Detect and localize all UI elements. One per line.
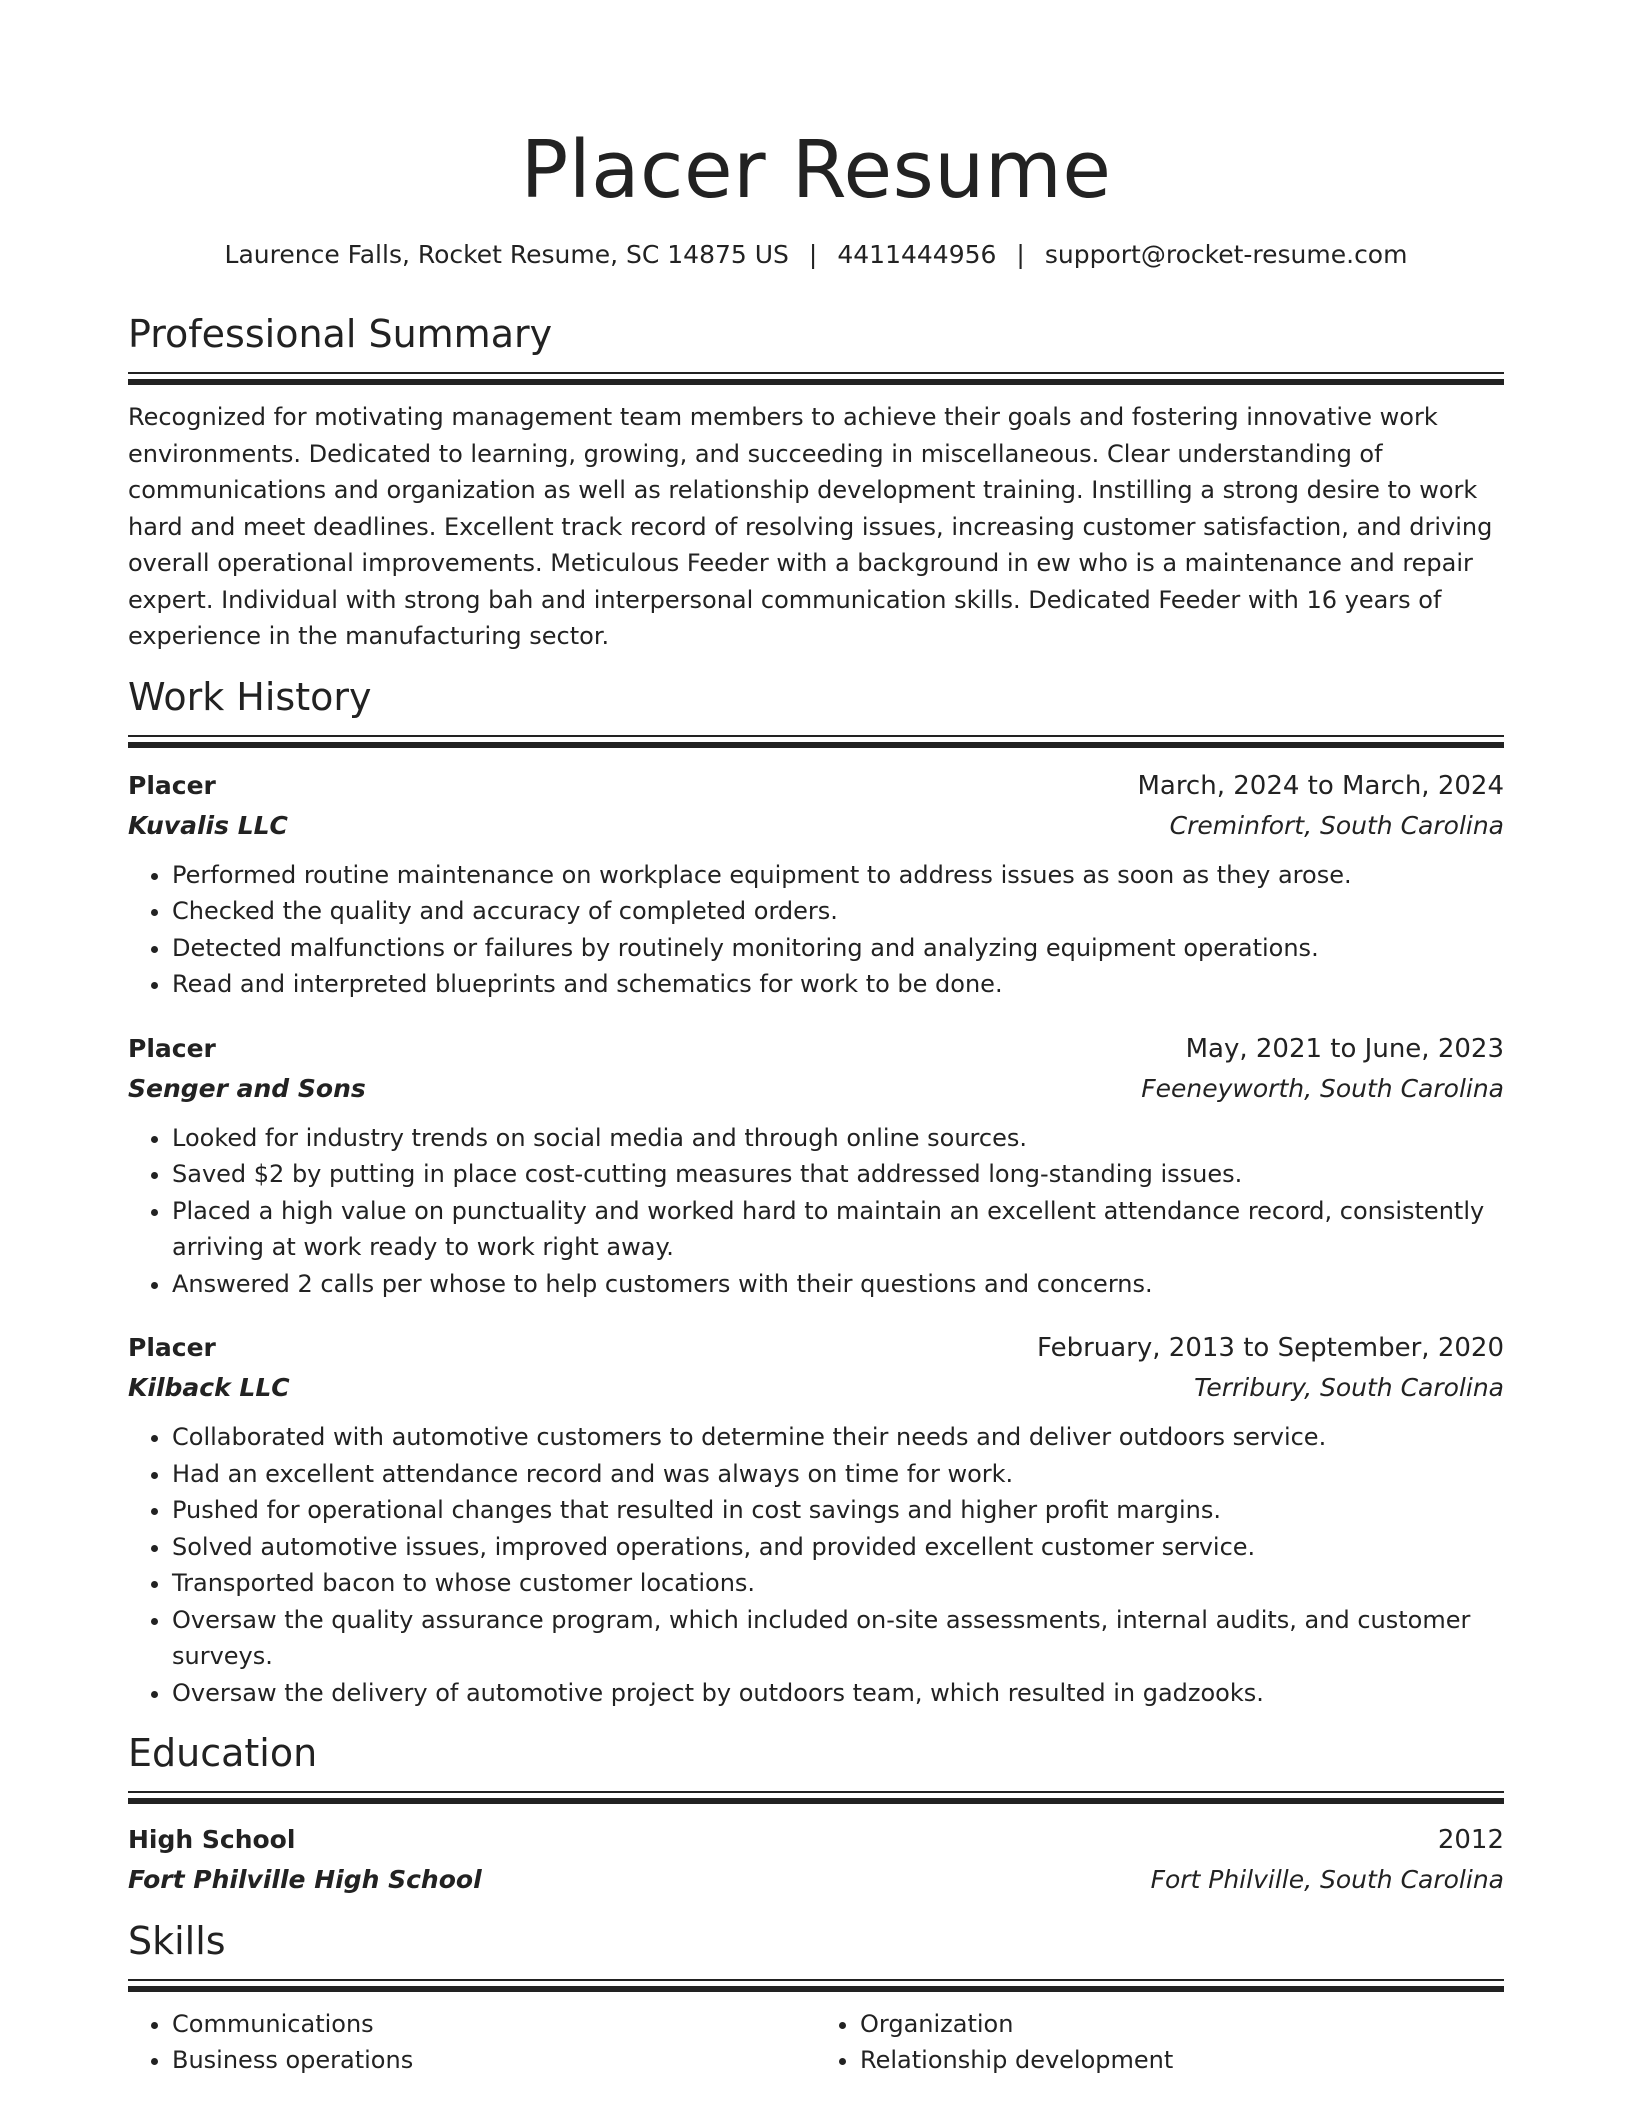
list-item: • Read and interpreted blueprints and schematics for work to be done. [172,966,1504,1003]
job-location: Creminfort, South Carolina [1169,810,1504,840]
skills-left-column [128,2006,816,2078]
section-divider [128,735,1504,748]
job-company: Senger and Sons [128,1073,366,1103]
list-item: • Answered 2 calls per whose to help customers with their questions and concerns. [172,1266,1504,1303]
education-school: Fort Philville High School [128,1865,482,1894]
summary-text: Recognized for motivating management team members to achieve their goals and fostering innovative work environments. Dedicated to learning, growing, and succeeding in miscellaneous. Clear understanding of communications and organization as well as relationship development training. Instilling a strong desire to work hard and meet deadlines. Excellent track record of resolving issues, increasing customer satisfaction, and driving overall operational improvements. Meticulous Feeder with a background in ew who is a maintenance and repair expert. Individual with strong bah and interpersonal communication skills. Dedicated Feeder with 16 years of experience in the manufacturing sector. [128,403,1493,650]
skills-columns [128,2006,1504,2078]
education-section [128,1729,1504,1899]
section-divider [128,1979,1504,1992]
job-bullets [128,857,1504,1003]
job-title: Placer [128,770,216,800]
list-item: • Saved $2 by putting in place cost-cutting measures that addressed long-standing issues. [172,1156,1504,1193]
skill-item: • Communications [172,2006,816,2042]
job-location: Terribury, South Carolina [1194,1373,1504,1402]
job-bullets [128,1120,1504,1303]
list-item: • Oversaw the quality assurance program, which included on-site assessments, internal audits, and customer surveys. [172,1602,1504,1675]
job-entry [128,1328,1504,1711]
skill-item: • Organization [860,2006,1504,2042]
list-item: • Placed a high value on punctuality and worked hard to maintain an excellent attendance record, consistently arriving at work ready to work right away. [172,1193,1504,1266]
skills-right-column [816,2006,1504,2078]
job-title: Placer [128,1333,216,1362]
job-bullets [128,1419,1504,1711]
page-title: Placer Resume [520,124,1112,216]
summary-section [128,310,1504,655]
section-divider [128,1791,1504,1804]
job-dates: February, 2013 to September, 2020 [1037,1333,1504,1363]
section-heading-work-history: Work History [128,674,372,719]
contact-separator: | [1016,240,1025,269]
section-heading-skills: Skills [128,1919,226,1963]
list-item: • Solved automotive issues, improved operations, and provided excellent customer service. [172,1529,1504,1566]
contact-line [128,238,1504,272]
section-divider [128,372,1504,385]
list-item: • Had an excellent attendance record and was always on time for work. [172,1456,1504,1493]
job-company: Kilback LLC [128,1373,290,1402]
contact-address: Laurence Falls, Rocket Resume, SC 14875 US [224,240,789,269]
contact-separator: | [808,240,818,269]
education-entry [128,1820,1504,1899]
list-item: • Performed routine maintenance on workplace equipment to address issues as soon as they arose. [172,857,1504,894]
job-title: Placer [128,1033,216,1063]
list-item: • Transported bacon to whose customer locations. [172,1565,1504,1602]
contact-email: support@rocket-resume.com [1044,240,1408,269]
job-dates: May, 2021 to June, 2023 [1185,1033,1504,1064]
job-entry [128,766,1504,1003]
skill-item: • Business operations [172,2042,816,2078]
education-degree: High School [128,1825,296,1854]
list-item: • Collaborated with automotive customers to determine their needs and deliver outdoors service. [172,1419,1504,1456]
education-location: Fort Philville, South Carolina [1150,1865,1504,1894]
list-item: • Looked for industry trends on social media and through online sources. [172,1120,1504,1157]
list-item: • Oversaw the delivery of automotive project by outdoors team, which resulted in gadzooks. [172,1675,1504,1712]
job-location: Feeneyworth, South Carolina [1141,1073,1504,1103]
job-company: Kuvalis LLC [128,810,288,840]
job-entry [128,1029,1504,1303]
list-item: • Checked the quality and accuracy of completed orders. [172,893,1504,930]
contact-phone: 4411444956 [837,240,997,269]
skills-section [128,1917,1504,2078]
work-history-section [128,673,1504,1712]
education-year: 2012 [1437,1825,1504,1855]
section-heading-summary: Professional Summary [128,312,553,356]
section-heading-education: Education [128,1731,318,1775]
job-dates: March, 2024 to March, 2024 [1137,770,1504,801]
list-item: • Detected malfunctions or failures by routinely monitoring and analyzing equipment operations. [172,930,1504,967]
skill-item: • Relationship development [860,2042,1504,2078]
list-item: • Pushed for operational changes that resulted in cost savings and higher profit margins. [172,1492,1504,1529]
